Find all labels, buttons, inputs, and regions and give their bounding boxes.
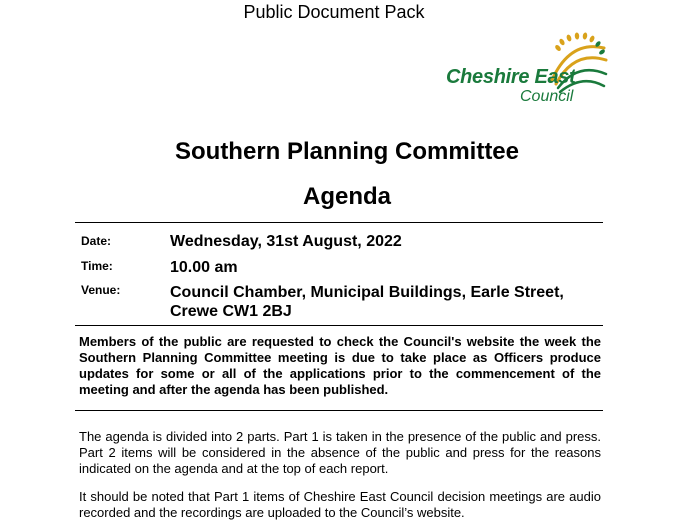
date-label: Date: — [81, 234, 112, 248]
venue-value: Council Chamber, Municipal Buildings, Earle Street, Crewe CW1 2BJ — [170, 284, 564, 320]
committee-title: Southern Planning Committee — [174, 138, 519, 165]
divider-bottom — [75, 410, 603, 411]
logo-text-council: Council — [520, 88, 574, 105]
divider-top — [75, 222, 603, 223]
public-notice: Members of the public are requested to check the Council's website the week the Southern Planning Committee meeting is due to take place as Officers produce updates for some or all of the applications prior to the commencement of the meeting and after the agenda has been published. — [79, 334, 601, 397]
date-value: Wednesday, 31st August, 2022 — [170, 233, 402, 250]
venue-label: Venue: — [81, 283, 121, 297]
document-pack-label: Public Document Pack — [243, 2, 425, 22]
time-label: Time: — [81, 259, 113, 273]
cheshire-east-logo — [442, 30, 612, 110]
time-value: 10.00 am — [170, 259, 238, 276]
agenda-parts-paragraph: The agenda is divided into 2 parts. Part 1 is taken in the presence of the public and press. Part 2 items will be considered in the absence of the public and press for the reasons indicated on the agenda and at the top of each report. — [79, 429, 601, 476]
recording-notice-paragraph: It should be noted that Part 1 items of Cheshire East Council decision meetings are audio recorded and the recordings are uploaded to the Council’s website. — [79, 489, 601, 520]
agenda-heading: Agenda — [302, 183, 391, 210]
logo-text-cheshire-east: Cheshire East — [446, 66, 576, 88]
divider-middle — [75, 325, 603, 326]
